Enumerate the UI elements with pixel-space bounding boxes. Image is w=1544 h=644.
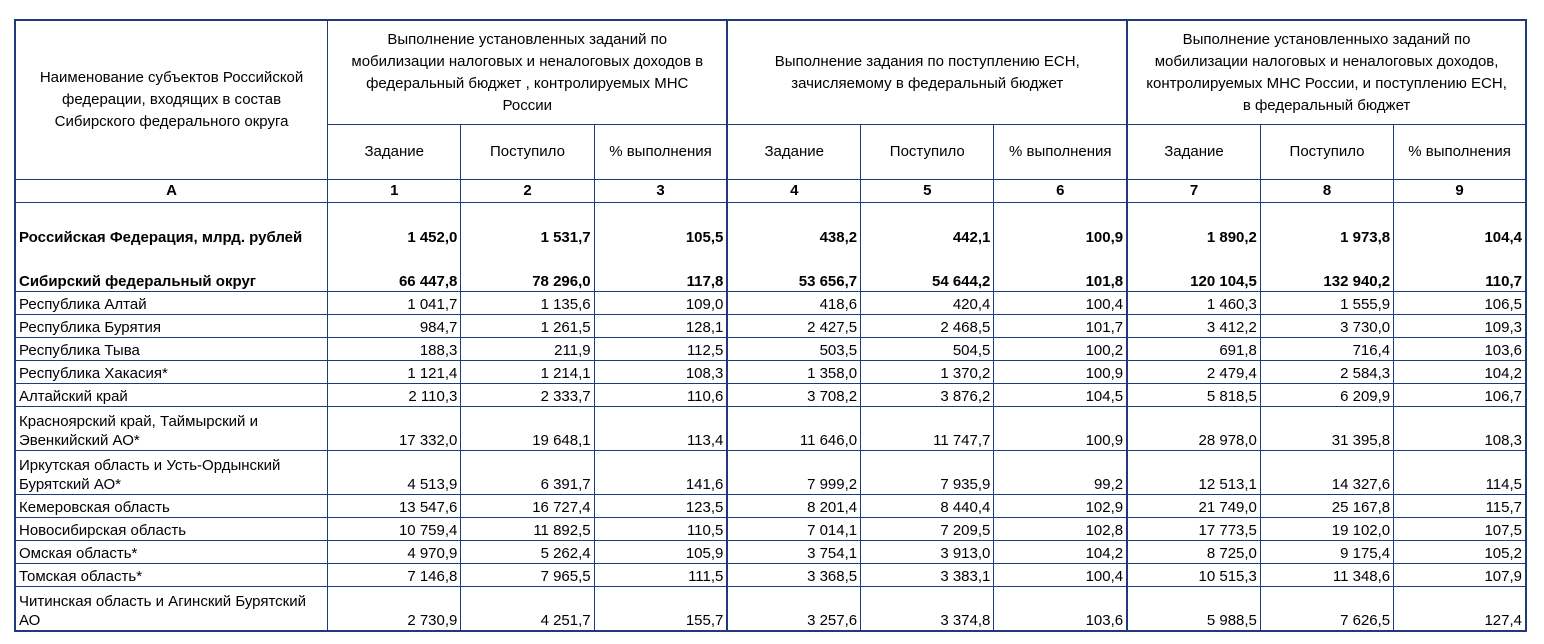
column-number: А xyxy=(15,180,328,203)
value-cell: 100,9 xyxy=(994,203,1127,248)
value-cell: 1 460,3 xyxy=(1127,292,1260,315)
value-cell: 1 135,6 xyxy=(461,292,594,315)
value-cell: 132 940,2 xyxy=(1260,247,1393,292)
table-row xyxy=(15,541,1526,564)
value-cell: 19 648,1 xyxy=(461,407,594,451)
value-cell: 7 014,1 xyxy=(727,518,860,541)
value-cell: 127,4 xyxy=(1394,587,1526,632)
value-cell: 691,8 xyxy=(1127,338,1260,361)
table-row xyxy=(15,361,1526,384)
value-cell: 31 395,8 xyxy=(1260,407,1393,451)
region-name: Красноярский край, Таймырский и Эвенкийский АО* xyxy=(15,407,328,451)
value-cell: 1 261,5 xyxy=(461,315,594,338)
value-cell: 112,5 xyxy=(594,338,727,361)
value-cell: 3 730,0 xyxy=(1260,315,1393,338)
sfo-budget-table xyxy=(14,19,1527,632)
value-cell: 10 515,3 xyxy=(1127,564,1260,587)
value-cell: 3 876,2 xyxy=(861,384,994,407)
value-cell: 1 370,2 xyxy=(861,361,994,384)
region-name: Республика Алтай xyxy=(15,292,328,315)
value-cell: 115,7 xyxy=(1394,495,1526,518)
value-cell: 114,5 xyxy=(1394,451,1526,495)
table-row xyxy=(15,495,1526,518)
value-cell: 108,3 xyxy=(1394,407,1526,451)
value-cell: 106,7 xyxy=(1394,384,1526,407)
value-cell: 3 913,0 xyxy=(861,541,994,564)
value-cell: 100,4 xyxy=(994,564,1127,587)
group-header-total: Выполнение установленныхо заданий по мобилизации налоговых и неналоговых доходов, контролируемых МНС России, и поступлению ЕСН, в федеральный бюджет xyxy=(1127,20,1526,125)
header-row xyxy=(15,20,1526,125)
value-cell: 3 412,2 xyxy=(1127,315,1260,338)
value-cell: 420,4 xyxy=(861,292,994,315)
value-cell: 10 759,4 xyxy=(328,518,461,541)
value-cell: 103,6 xyxy=(1394,338,1526,361)
value-cell: 100,9 xyxy=(994,361,1127,384)
region-name: Кемеровская область xyxy=(15,495,328,518)
region-name: Республика Бурятия xyxy=(15,315,328,338)
subheader-percent: % выполнения xyxy=(594,125,727,180)
region-name: Республика Тыва xyxy=(15,338,328,361)
value-cell: 1 555,9 xyxy=(1260,292,1393,315)
name-column-header: Наименование субъектов Российской федерации, входящих в состав Сибирского федерального округа xyxy=(15,20,328,180)
value-cell: 3 257,6 xyxy=(727,587,860,632)
value-cell: 111,5 xyxy=(594,564,727,587)
value-cell: 104,2 xyxy=(994,541,1127,564)
table-row xyxy=(15,384,1526,407)
region-name: Республика Хакасия* xyxy=(15,361,328,384)
value-cell: 4 513,9 xyxy=(328,451,461,495)
table-row xyxy=(15,587,1526,632)
value-cell: 8 725,0 xyxy=(1127,541,1260,564)
value-cell: 120 104,5 xyxy=(1127,247,1260,292)
column-number-row xyxy=(15,180,1526,203)
value-cell: 102,9 xyxy=(994,495,1127,518)
value-cell: 8 440,4 xyxy=(861,495,994,518)
value-cell: 211,9 xyxy=(461,338,594,361)
value-cell: 53 656,7 xyxy=(727,247,860,292)
value-cell: 438,2 xyxy=(727,203,860,248)
value-cell: 3 374,8 xyxy=(861,587,994,632)
value-cell: 99,2 xyxy=(994,451,1127,495)
region-name: Томская область* xyxy=(15,564,328,587)
value-cell: 54 644,2 xyxy=(861,247,994,292)
table-row xyxy=(15,451,1526,495)
table-row xyxy=(15,338,1526,361)
value-cell: 716,4 xyxy=(1260,338,1393,361)
value-cell: 110,6 xyxy=(594,384,727,407)
region-name: Иркутская область и Усть-Ордынский Бурятский АО* xyxy=(15,451,328,495)
region-name: Алтайский край xyxy=(15,384,328,407)
value-cell: 113,4 xyxy=(594,407,727,451)
value-cell: 4 970,9 xyxy=(328,541,461,564)
subheader-plan: Задание xyxy=(328,125,461,180)
column-number: 2 xyxy=(461,180,594,203)
value-cell: 100,9 xyxy=(994,407,1127,451)
value-cell: 6 391,7 xyxy=(461,451,594,495)
value-cell: 9 175,4 xyxy=(1260,541,1393,564)
value-cell: 105,2 xyxy=(1394,541,1526,564)
value-cell: 1 121,4 xyxy=(328,361,461,384)
value-cell: 104,2 xyxy=(1394,361,1526,384)
value-cell: 1 452,0 xyxy=(328,203,461,248)
value-cell: 8 201,4 xyxy=(727,495,860,518)
table-row xyxy=(15,247,1526,292)
region-name: Сибирский федеральный округ xyxy=(15,247,328,292)
value-cell: 109,0 xyxy=(594,292,727,315)
column-number: 5 xyxy=(861,180,994,203)
column-number: 3 xyxy=(594,180,727,203)
table-row xyxy=(15,407,1526,451)
value-cell: 102,8 xyxy=(994,518,1127,541)
value-cell: 17 332,0 xyxy=(328,407,461,451)
column-number: 7 xyxy=(1127,180,1260,203)
value-cell: 3 383,1 xyxy=(861,564,994,587)
value-cell: 1 973,8 xyxy=(1260,203,1393,248)
subheader-percent: % выполнения xyxy=(994,125,1127,180)
value-cell: 110,5 xyxy=(594,518,727,541)
value-cell: 2 479,4 xyxy=(1127,361,1260,384)
value-cell: 123,5 xyxy=(594,495,727,518)
value-cell: 104,5 xyxy=(994,384,1127,407)
value-cell: 101,8 xyxy=(994,247,1127,292)
value-cell: 11 892,5 xyxy=(461,518,594,541)
value-cell: 503,5 xyxy=(727,338,860,361)
value-cell: 7 209,5 xyxy=(861,518,994,541)
group-header-esn: Выполнение задания по поступлению ЕСН, зачисляемому в федеральный бюджет xyxy=(727,20,1127,125)
value-cell: 12 513,1 xyxy=(1127,451,1260,495)
region-name: Российская Федерация, млрд. рублей xyxy=(15,203,328,248)
value-cell: 504,5 xyxy=(861,338,994,361)
table-row xyxy=(15,518,1526,541)
column-number: 9 xyxy=(1394,180,1526,203)
value-cell: 984,7 xyxy=(328,315,461,338)
table-row xyxy=(15,292,1526,315)
region-name: Омская область* xyxy=(15,541,328,564)
value-cell: 107,5 xyxy=(1394,518,1526,541)
value-cell: 14 327,6 xyxy=(1260,451,1393,495)
table-row xyxy=(15,315,1526,338)
value-cell: 19 102,0 xyxy=(1260,518,1393,541)
value-cell: 7 965,5 xyxy=(461,564,594,587)
value-cell: 2 427,5 xyxy=(727,315,860,338)
value-cell: 7 999,2 xyxy=(727,451,860,495)
value-cell: 3 754,1 xyxy=(727,541,860,564)
group-header-taxes: Выполнение установленных заданий по мобилизации налоговых и неналоговых доходов в федеральный бюджет , контролируемых МНС России xyxy=(328,20,728,125)
value-cell: 107,9 xyxy=(1394,564,1526,587)
column-number: 8 xyxy=(1260,180,1393,203)
subheader-plan: Задание xyxy=(727,125,860,180)
value-cell: 6 209,9 xyxy=(1260,384,1393,407)
value-cell: 2 110,3 xyxy=(328,384,461,407)
value-cell: 155,7 xyxy=(594,587,727,632)
value-cell: 1 358,0 xyxy=(727,361,860,384)
value-cell: 3 368,5 xyxy=(727,564,860,587)
value-cell: 1 214,1 xyxy=(461,361,594,384)
value-cell: 110,7 xyxy=(1394,247,1526,292)
value-cell: 106,5 xyxy=(1394,292,1526,315)
region-name: Читинская область и Агинский Бурятский АО xyxy=(15,587,328,632)
value-cell: 442,1 xyxy=(861,203,994,248)
subheader-received: Поступило xyxy=(861,125,994,180)
value-cell: 21 749,0 xyxy=(1127,495,1260,518)
value-cell: 25 167,8 xyxy=(1260,495,1393,518)
value-cell: 2 333,7 xyxy=(461,384,594,407)
value-cell: 13 547,6 xyxy=(328,495,461,518)
value-cell: 7 935,9 xyxy=(861,451,994,495)
value-cell: 2 468,5 xyxy=(861,315,994,338)
value-cell: 16 727,4 xyxy=(461,495,594,518)
value-cell: 188,3 xyxy=(328,338,461,361)
region-name: Новосибирская область xyxy=(15,518,328,541)
value-cell: 141,6 xyxy=(594,451,727,495)
subheader-received: Поступило xyxy=(461,125,594,180)
value-cell: 1 890,2 xyxy=(1127,203,1260,248)
value-cell: 11 747,7 xyxy=(861,407,994,451)
value-cell: 66 447,8 xyxy=(328,247,461,292)
value-cell: 11 348,6 xyxy=(1260,564,1393,587)
value-cell: 100,4 xyxy=(994,292,1127,315)
value-cell: 7 146,8 xyxy=(328,564,461,587)
value-cell: 105,5 xyxy=(594,203,727,248)
value-cell: 103,6 xyxy=(994,587,1127,632)
value-cell: 101,7 xyxy=(994,315,1127,338)
column-number: 1 xyxy=(328,180,461,203)
subheader-plan: Задание xyxy=(1127,125,1260,180)
value-cell: 108,3 xyxy=(594,361,727,384)
value-cell: 109,3 xyxy=(1394,315,1526,338)
value-cell: 100,2 xyxy=(994,338,1127,361)
value-cell: 104,4 xyxy=(1394,203,1526,248)
value-cell: 5 818,5 xyxy=(1127,384,1260,407)
value-cell: 128,1 xyxy=(594,315,727,338)
value-cell: 2 584,3 xyxy=(1260,361,1393,384)
value-cell: 418,6 xyxy=(727,292,860,315)
value-cell: 28 978,0 xyxy=(1127,407,1260,451)
value-cell: 5 988,5 xyxy=(1127,587,1260,632)
value-cell: 17 773,5 xyxy=(1127,518,1260,541)
value-cell: 11 646,0 xyxy=(727,407,860,451)
table-row xyxy=(15,203,1526,248)
column-number: 6 xyxy=(994,180,1127,203)
table-row xyxy=(15,564,1526,587)
subheader-received: Поступило xyxy=(1260,125,1393,180)
value-cell: 2 730,9 xyxy=(328,587,461,632)
subheader-percent: % выполнения xyxy=(1394,125,1526,180)
column-number: 4 xyxy=(727,180,860,203)
value-cell: 1 531,7 xyxy=(461,203,594,248)
value-cell: 105,9 xyxy=(594,541,727,564)
value-cell: 4 251,7 xyxy=(461,587,594,632)
value-cell: 78 296,0 xyxy=(461,247,594,292)
value-cell: 5 262,4 xyxy=(461,541,594,564)
value-cell: 3 708,2 xyxy=(727,384,860,407)
value-cell: 1 041,7 xyxy=(328,292,461,315)
value-cell: 7 626,5 xyxy=(1260,587,1393,632)
value-cell: 117,8 xyxy=(594,247,727,292)
